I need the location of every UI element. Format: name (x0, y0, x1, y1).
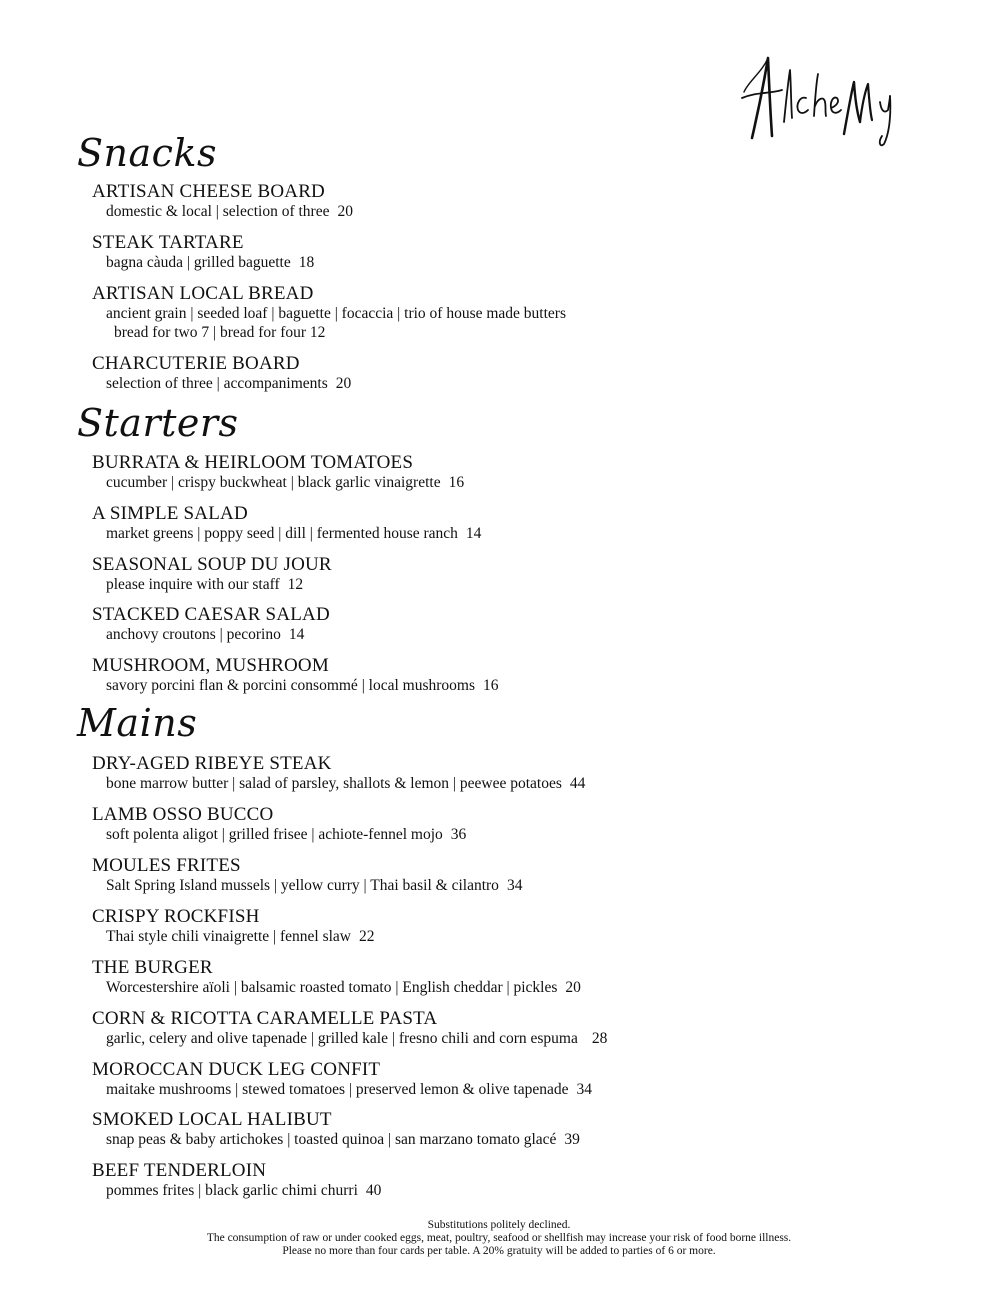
item-name: SEASONAL SOUP DU JOUR (92, 554, 332, 575)
item-price: 20 (337, 203, 353, 220)
menu-item (92, 1008, 607, 1048)
item-price: 39 (564, 1131, 580, 1148)
item-price: 34 (576, 1081, 592, 1098)
menu-item (92, 554, 332, 594)
item-description: selection of three | accompaniments 20 (106, 375, 352, 392)
item-description: bagna càuda | grilled baguette 18 (106, 254, 315, 271)
footer-line: The consumption of raw or under cooked eggs, meat, poultry, seafood or shellfish may increase your risk of food borne illness. (206, 1232, 792, 1244)
menu-item (92, 181, 353, 221)
item-name: STACKED CAESAR SALAD (92, 604, 330, 625)
item-name: MOULES FRITES (92, 855, 241, 876)
menu-item (92, 503, 481, 543)
menu-item (92, 1160, 381, 1200)
item-description: Worcestershire aïoli | balsamic roasted tomato | English cheddar | pickles 20 (106, 979, 581, 996)
item-description: snap peas & baby artichokes | toasted quinoa | san marzano tomato glacé 39 (106, 1131, 580, 1148)
item-price: 12 (287, 576, 304, 593)
item-name: BEEF TENDERLOIN (92, 1160, 267, 1181)
item-price: 20 (335, 375, 352, 392)
item-name: A SIMPLE SALAD (92, 503, 248, 524)
menu-item (92, 655, 499, 695)
item-name: SMOKED LOCAL HALIBUT (92, 1109, 332, 1130)
menu-item (92, 1059, 592, 1099)
item-price: 40 (365, 1182, 382, 1199)
item-description: Thai style chili vinaigrette | fennel slaw 22 (106, 928, 375, 945)
menu-item (92, 283, 566, 342)
item-name: ARTISAN CHEESE BOARD (92, 181, 325, 202)
item-name: ARTISAN LOCAL BREAD (92, 283, 314, 304)
item-description: Salt Spring Island mussels | yellow curry | Thai basil & cilantro 34 (106, 877, 523, 894)
item-price: 20 (565, 979, 581, 996)
item-description: garlic, celery and olive tapenade | grilled kale | fresno chili and corn espuma 28 (106, 1030, 608, 1047)
menu-item (92, 1109, 580, 1149)
footer-notice (0, 1219, 998, 1258)
item-description: soft polenta aligot | grilled frisee | achiote-fennel mojo 36 (106, 826, 467, 843)
menu-item (92, 353, 351, 393)
item-name: DRY-AGED RIBEYE STEAK (92, 753, 332, 774)
section-title-mains: Mains (77, 701, 198, 745)
item-price: 16 (448, 474, 465, 491)
section-title-starters: Starters (77, 401, 239, 445)
item-price: 14 (465, 525, 482, 542)
item-description: please inquire with our staff 12 (106, 576, 304, 593)
section-title-snacks: Snacks (77, 131, 217, 175)
footer-line: Please no more than four cards per table. A 20% gratuity will be added to parties of 6 or more. (282, 1245, 716, 1257)
item-name: MOROCCAN DUCK LEG CONFIT (92, 1059, 381, 1080)
item-name: CORN & RICOTTA CARAMELLE PASTA (92, 1008, 438, 1029)
menu-item (92, 906, 375, 946)
item-description: domestic & local | selection of three 20 (106, 203, 353, 220)
item-price: 36 (450, 826, 467, 843)
item-description: market greens | poppy seed | dill | fermented house ranch 14 (106, 525, 482, 542)
menu-item (92, 957, 581, 997)
item-description: ancient grain | seeded loaf | baguette | focaccia | trio of house made butters (106, 305, 566, 322)
menu-item (92, 753, 585, 793)
item-price: 14 (288, 626, 305, 643)
item-price: 28 (591, 1030, 608, 1047)
item-name: THE BURGER (92, 957, 213, 978)
menu-item (92, 604, 330, 644)
item-description: maitake mushrooms | stewed tomatoes | preserved lemon & olive tapenade 34 (106, 1081, 592, 1098)
item-name: CHARCUTERIE BOARD (92, 353, 300, 374)
logo-script-icon (738, 52, 908, 152)
item-name: STEAK TARTARE (92, 232, 244, 253)
item-name: BURRATA & HEIRLOOM TOMATOES (92, 452, 414, 473)
item-price: 16 (483, 677, 499, 694)
item-description: savory porcini flan & porcini consommé | local mushrooms 16 (106, 677, 499, 694)
item-name: MUSHROOM, MUSHROOM (92, 655, 329, 676)
item-price: 44 (569, 775, 586, 792)
menu-item (92, 452, 464, 492)
menu-item (92, 804, 466, 844)
item-name: LAMB OSSO BUCCO (92, 804, 274, 825)
alchemy-logo (738, 52, 908, 152)
item-extra-pricing: bread for two 7 | bread for four 12 (114, 324, 326, 341)
item-price: 18 (298, 254, 315, 271)
item-description: cucumber | crispy buckwheat | black garlic vinaigrette 16 (106, 474, 465, 491)
item-price: 34 (506, 877, 523, 894)
footer-line: Substitutions politely declined. (427, 1219, 571, 1231)
item-price: 22 (359, 928, 375, 945)
item-description: bone marrow butter | salad of parsley, shallots & lemon | peewee potatoes 44 (106, 775, 586, 792)
item-description: pommes frites | black garlic chimi churri 40 (106, 1182, 382, 1199)
menu-item (92, 855, 522, 895)
item-description: anchovy croutons | pecorino 14 (106, 626, 305, 643)
menu-item (92, 232, 314, 272)
item-name: CRISPY ROCKFISH (92, 906, 260, 927)
